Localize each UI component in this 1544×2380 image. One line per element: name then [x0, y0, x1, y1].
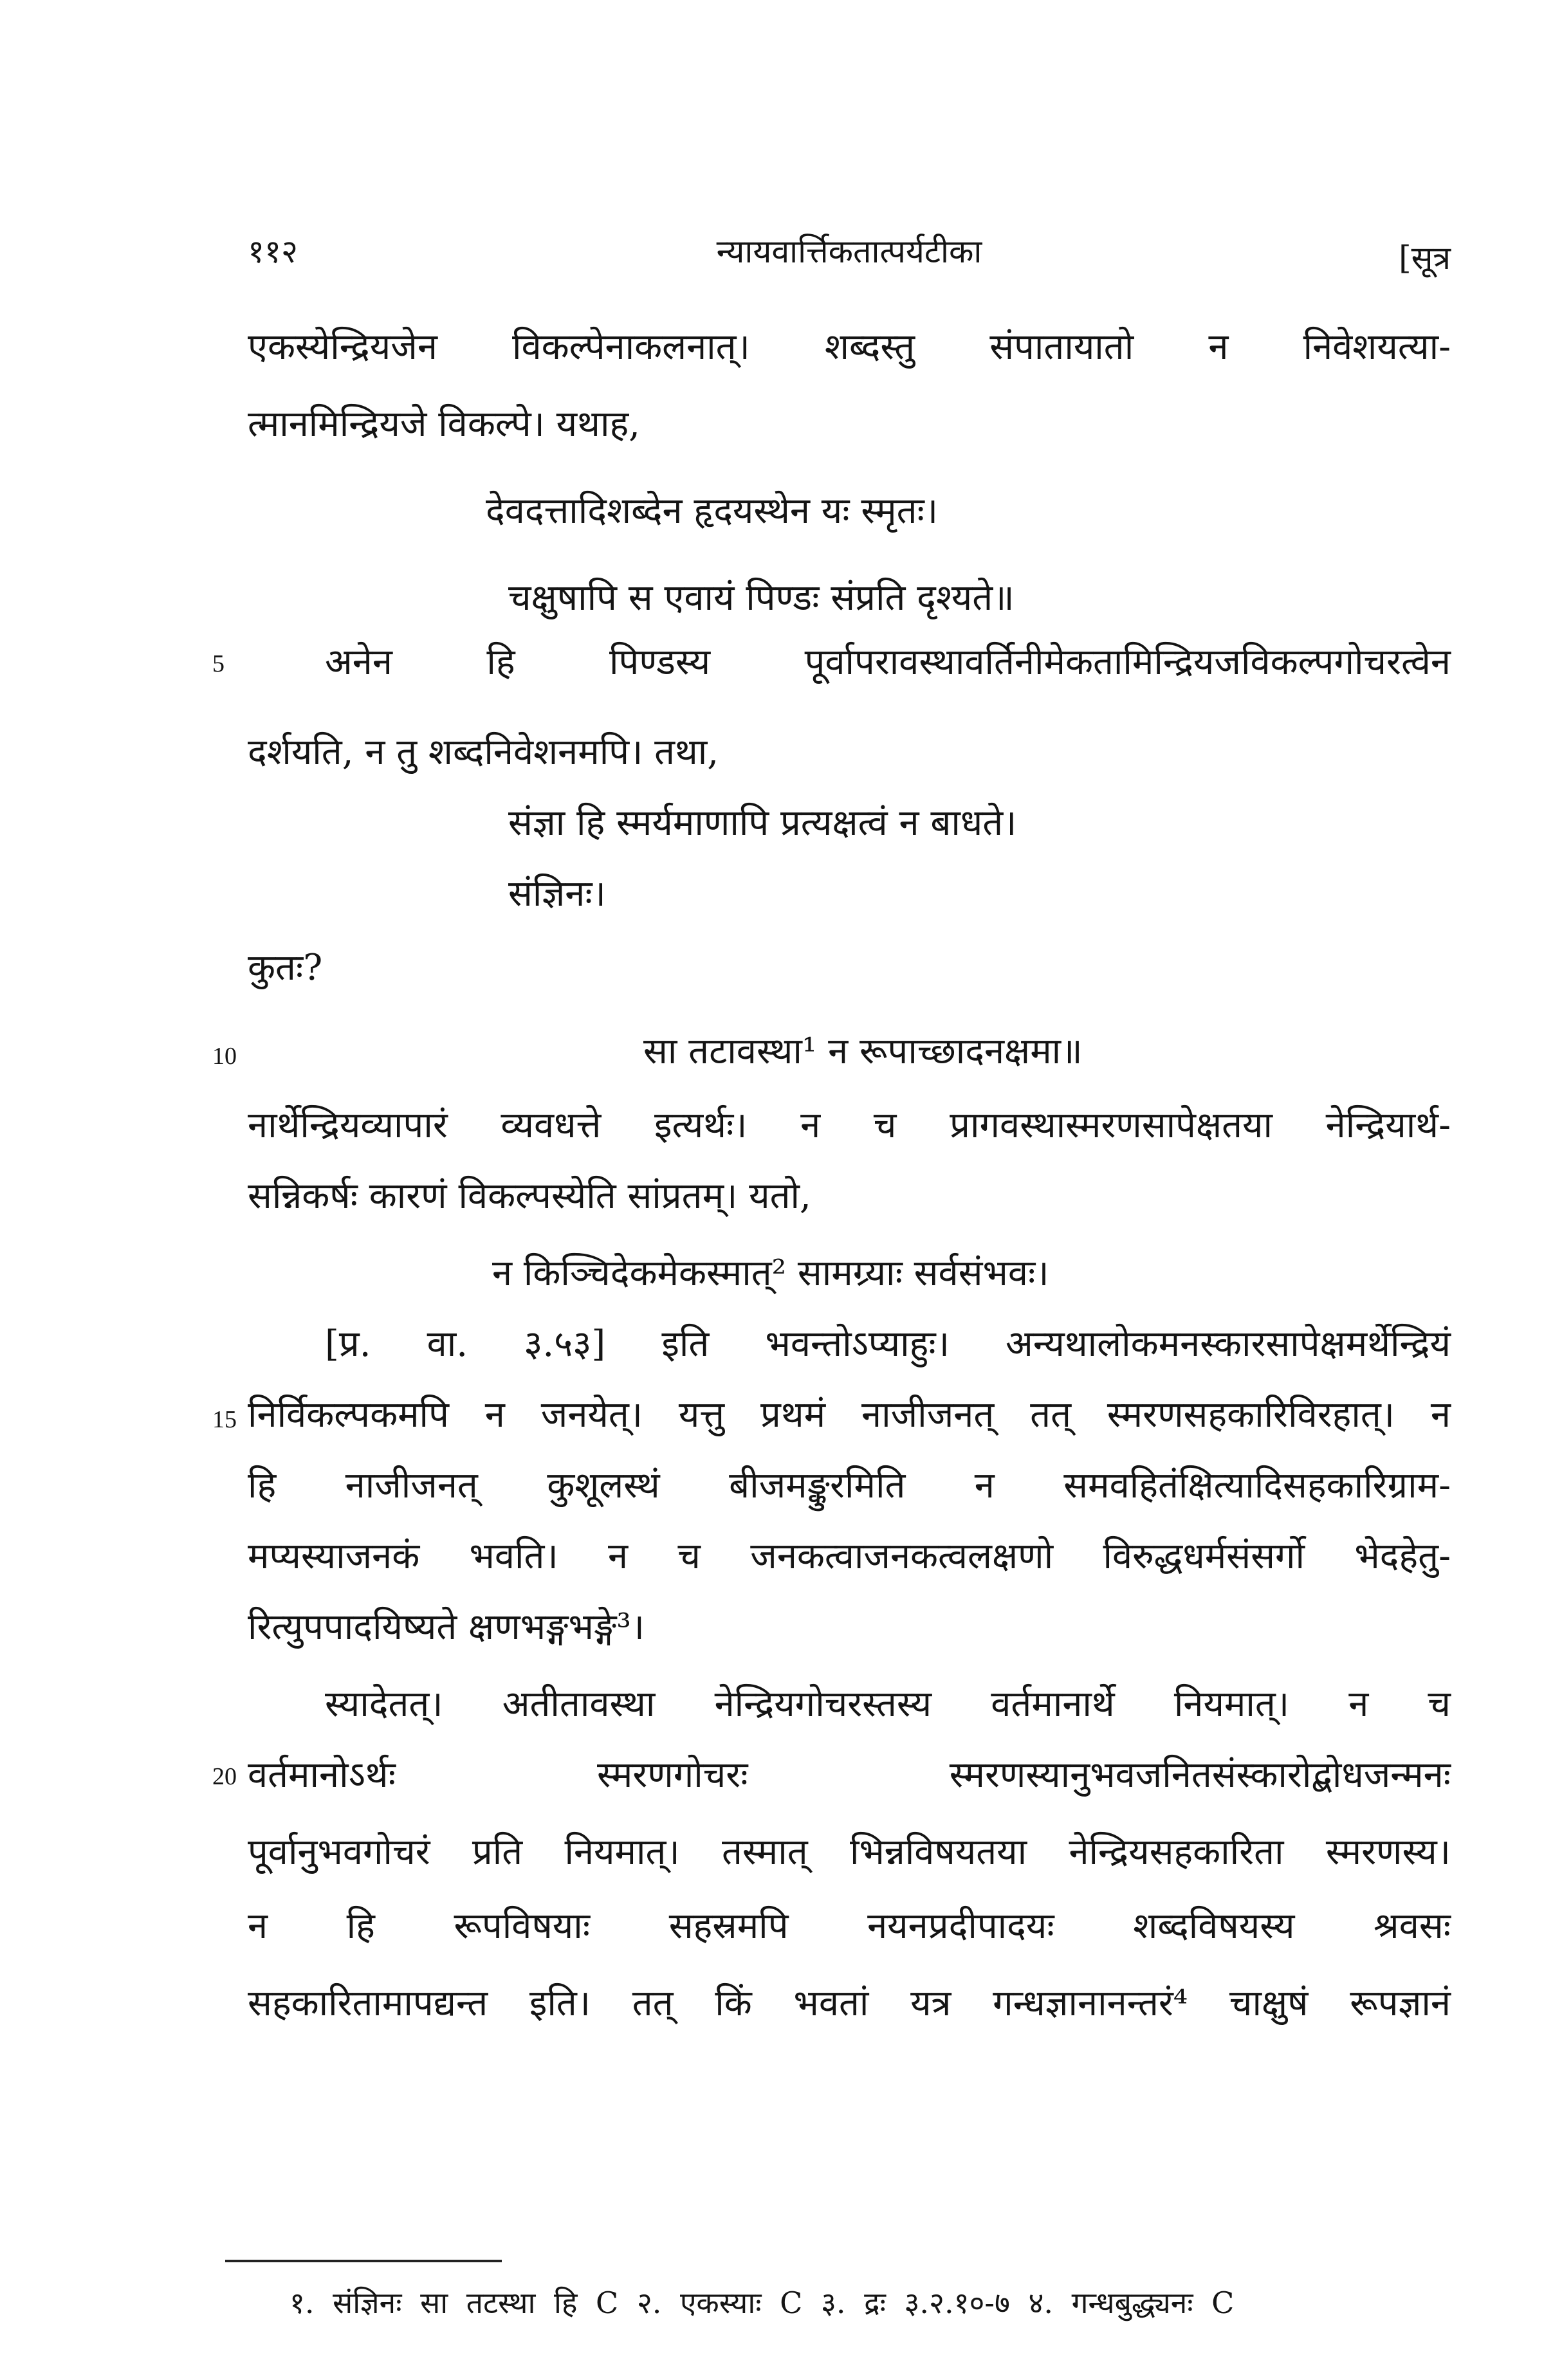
text-line: अनेन हि पिण्डस्य पूर्वापरावस्थावर्तिनीमेकतामिन्द्रियजविकल्पगोचरत्वेन — [325, 641, 1451, 683]
footnotes: १. संज्ञिनः सा तटस्था हि C २. एकस्याः C ३. द्रः ३.२.१०-७ ४. गन्धबुद्ध्यनः C — [290, 2285, 1235, 2320]
text-line: दर्शयति, न तु शब्दनिवेशनमपि। तथा, — [248, 731, 719, 773]
line-number: 5 — [212, 650, 225, 677]
text-line: सन्निकर्षः कारणं विकल्पस्येति सांप्रतम्। यतो, — [248, 1175, 811, 1217]
verse-line: न किञ्चिदेकमेकस्मात्² सामग्र्याः सर्वसंभवः। — [492, 1252, 1049, 1294]
text-line: [प्र. वा. ३.५३] इति भवन्तोऽप्याहुः। अन्यथालोकमनस्कारसापेक्षमर्थेन्द्रियं — [325, 1323, 1451, 1365]
text-line: रित्युपपादयिष्यते क्षणभङ्गभङ्गे³। — [248, 1606, 645, 1648]
verse-line: चक्षुषापि स एवायं पिण्डः संप्रति दृश्यते॥ — [508, 577, 1015, 619]
text-line: त्मानमिन्द्रियजे विकल्पे। यथाह, — [248, 403, 640, 445]
line-number: 15 — [212, 1406, 237, 1433]
text-line: पूर्वानुभवगोचरं प्रति नियमात्। तस्मात् भिन्नविषयतया नेन्द्रियसहकारिता स्मरणस्य। — [248, 1831, 1451, 1873]
text-line: सहकारितामापद्यन्त इति। तत् किं भवतां यत्र गन्धज्ञानानन्तरं⁴ चाक्षुषं रूपज्ञानं — [248, 1982, 1451, 2024]
verse-line: संज्ञा हि स्मर्यमाणापि प्रत्यक्षत्वं न बाधते। — [508, 802, 1017, 844]
verse-line: देवदत्तादिशब्देन हृदयस्थेन यः स्मृतः। — [486, 490, 939, 532]
section-label: [सूत्र — [1399, 239, 1451, 277]
text-line: कुतः? — [248, 947, 323, 989]
text-line: मप्यस्याजनकं भवति। न च जनकत्वाजनकत्वलक्षणो विरुद्धधर्मसंसर्गो भेदहेतु- — [248, 1535, 1451, 1577]
line-number: 10 — [212, 1043, 237, 1070]
verse-line: सा तटावस्था¹ न रूपाच्छादनक्षमा॥ — [643, 1030, 1083, 1072]
text-line: निर्विकल्पकमपि न जनयेत्। यत्तु प्रथमं नाजीजनत् तत् स्मरणसहकारिविरहात्। न — [248, 1394, 1451, 1436]
text-line: वर्तमानोऽर्थः स्मरणगोचरः स्मरणस्यानुभवजनितसंस्कारोद्बोधजन्मनः — [248, 1754, 1451, 1796]
text-line: हि नाजीजनत् कुशूलस्थं बीजमङ्कुरमिति न समवहितंक्षित्यादिसहकारिग्राम- — [248, 1465, 1451, 1506]
line-number: 20 — [212, 1763, 237, 1790]
footnote-rule — [225, 2260, 502, 2262]
text-line: नार्थेन्द्रियव्यापारं व्यवधत्ते इत्यर्थः। न च प्रागवस्थास्मरणसापेक्षतया नेन्द्रियार्थ- — [248, 1104, 1451, 1146]
page-number: ११२ — [248, 233, 298, 270]
text-line: एकस्येन्द्रियजेन विकल्पेनाकलनात्। शब्दस्तु संपातायातो न निवेशयत्या- — [248, 326, 1451, 368]
text-line: स्यादेतत्। अतीतावस्था नेन्द्रियगोचरस्तस्य वर्तमानार्थे नियमात्। न च — [325, 1683, 1451, 1725]
running-title: न्यायवार्त्तिकतात्पर्यटीका — [716, 233, 982, 270]
verse-line: संज्ञिनः। — [508, 873, 606, 915]
text-line: न हि रूपविषयाः सहस्रमपि नयनप्रदीपादयः शब्दविषयस्य श्रवसः — [248, 1905, 1451, 1947]
page-header — [248, 228, 1451, 280]
